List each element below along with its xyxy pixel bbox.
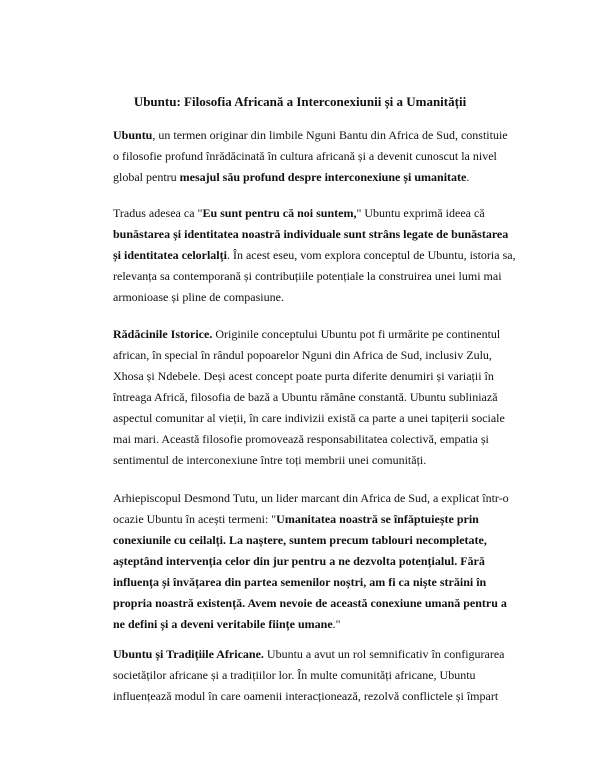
paragraph-intro [113, 125, 508, 188]
paragraph-tutu-quote [113, 488, 508, 635]
text-line: o filosofie profund înrădăcinată în cultura africană și a devenit cunoscut la nivel [113, 149, 497, 163]
bold-quote: așteptând intervenția celor din jur pentru a ne dezvolta potențialul. Fără [113, 554, 485, 568]
text-line: Ubuntu și Tradițiile Africane. Ubuntu a avut un rol semnificativ în configurarea [113, 647, 505, 661]
text-line: și identitatea celorlalți. În acest eseu, vom explora conceptul de Ubuntu, istoria sa, [113, 248, 516, 262]
bold-phrase: bunăstarea și identitatea noastră individuale sunt strâns legate de bunăstarea [113, 227, 509, 241]
text-line: societăților africane și a tradițiilor lor. În multe comunități africane, Ubuntu [113, 668, 476, 682]
paragraph-traditions [113, 644, 508, 707]
text-line: Tradus adesea ca "Eu sunt pentru că noi suntem," Ubuntu exprimă ideea că [113, 206, 485, 220]
text-line: relevanța sa contemporană și contribuțiile potențiale la construirea unei lumi mai [113, 269, 502, 283]
bold-quote: influența și învățarea din partea semenilor noștri, am fi ca niște străini în [113, 575, 487, 589]
text-line: african, în special în rândul popoarelor Nguni din Africa de Sud, inclusiv Zulu, [113, 348, 492, 362]
text-line: ocazie Ubuntu în acești termeni: "Umanitatea noastră se înfăptuiește prin [113, 512, 479, 526]
section-heading: Rădăcinile Istorice. [113, 327, 213, 341]
text-line [113, 572, 508, 593]
text-line: global pentru mesajul său profund despre interconexiune și umanitate. [113, 170, 470, 184]
text-line: mai mari. Această filosofie promovează responsabilitatea colectivă, empatia și [113, 432, 489, 446]
bold-quote: conexiunile cu ceilalți. La naștere, suntem precum tablouri necompletate, [113, 533, 487, 547]
text-line: armonioase și pline de compasiune. [113, 290, 284, 304]
text-line: Arhiepiscopul Desmond Tutu, un lider marcant din Africa de Sud, a explicat într-o [113, 491, 509, 505]
paragraph-historical-roots [113, 324, 508, 471]
text-line [113, 551, 508, 572]
text-line: Xhosa și Ndebele. Deși acest concept poate purta diferite denumiri și variații în [113, 369, 494, 383]
bold-quote: Eu sunt pentru că noi suntem, [202, 206, 357, 220]
section-heading: Ubuntu și Tradițiile Africane. [113, 647, 264, 661]
text-line [113, 593, 508, 614]
bold-quote: Umanitatea noastră se înfăptuiește prin [276, 512, 479, 526]
bold-term: Ubuntu [113, 128, 153, 142]
bold-phrase: și identitatea celorlalți [113, 248, 227, 262]
paragraph-definition [113, 203, 516, 308]
text-line: influențează modul în care oamenii interacționează, rezolvă conflictele și împart [113, 689, 499, 703]
bold-quote: propria noastră existență. Avem nevoie de această conexiune umană pentru a [113, 596, 507, 610]
text-line [113, 224, 508, 245]
text-line: ne defini și a deveni veritabile ființe umane." [113, 617, 341, 631]
text-line: aspectul comunitar al vieții, în care indivizii există ca parte a unei tapițerii sociale [113, 411, 505, 425]
text-line: întreaga Africă, filosofia de bază a Ubuntu rămâne constantă. Ubuntu subliniază [113, 390, 498, 404]
text-line [113, 530, 508, 551]
bold-quote: ne defini și a deveni veritabile ființe umane [113, 617, 333, 631]
bold-phrase: mesajul său profund despre interconexiune și umanitate [179, 170, 467, 184]
text-line: Ubuntu, un termen originar din limbile Nguni Bantu din Africa de Sud, constituie [113, 128, 508, 142]
document-title: Ubuntu: Filosofia Africană a Interconexiunii și a Umanității [133, 94, 467, 109]
text-line: sentimentul de interconexiune între toți membrii unei comunități. [113, 453, 427, 467]
text-line: Rădăcinile Istorice. Originile conceptului Ubuntu pot fi urmărite pe continentul [113, 327, 501, 341]
